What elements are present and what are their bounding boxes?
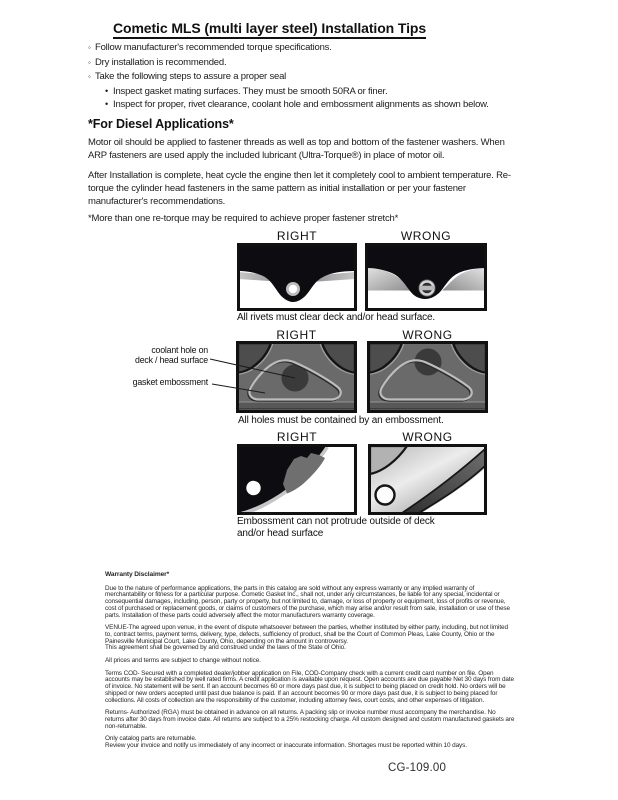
bolt-hole	[376, 486, 395, 505]
tip-text: Take the following steps to assure a proper seal	[95, 71, 287, 83]
tip-subrow	[105, 86, 489, 97]
diesel-paragraph-2: After Installation is complete, heat cycle the engine then let it completely cool to ambient temperature. Re-torque the cylinder head fasteners in the same pattern as initial installation or per your fastener manufacturer's recommendations.	[88, 170, 511, 208]
bullet-marker: ◦	[88, 72, 91, 82]
diagram-row3-right-panel	[237, 444, 357, 515]
invoice-review-line: Review your invoice and notify us immediately of any incorrect or inaccurate information. Shortages must be reported within 10 days.	[105, 742, 467, 750]
bullet-marker: ◦	[88, 43, 91, 52]
venue-paragraph: VENUE-The agreed upon venue, in the event of dispute whatsoever between the parties, whether instituted by either party, including, but not limited to, contract terms, payment terms, delivery, type, defects, sufficiency of product, shall be the Court of Common Pleas, Lake County, Ohio or the Painesville Municipal Court, Lake County, Ohio, depending on the amount in controversy.	[105, 624, 508, 645]
row3-caption: Embossment can not protrude outside of deck and/or head surface	[237, 516, 435, 539]
tip-text: Inspect for proper, rivet clearance, coolant hole and embossment alignments as shown below.	[113, 99, 489, 111]
row3-wrong-label: WRONG	[402, 430, 453, 444]
diagram-row1-right-panel	[237, 243, 357, 311]
prices-terms-line: All prices and terms are subject to change without notice.	[105, 657, 261, 665]
tip-row	[88, 57, 489, 68]
returnable-line: Only catalog parts are returnable.	[105, 735, 197, 743]
diagram-row2-wrong-panel	[367, 341, 488, 413]
bullet-marker: ◦	[88, 57, 91, 67]
row1-caption: All rivets must clear deck and/or head surface.	[237, 312, 436, 323]
row2-right-label: RIGHT	[276, 328, 317, 342]
row2-wrong-label: WRONG	[402, 328, 453, 342]
tip-text: Dry installation is recommended.	[95, 56, 227, 68]
page-code: CG-109.00	[388, 762, 447, 774]
coolant-hole-annotation: coolant hole on deck / head surface	[135, 345, 208, 365]
tip-text: Follow manufacturer's recommended torque specifications.	[95, 42, 332, 53]
diagram-row1-wrong-panel	[365, 243, 487, 311]
leader-line-coolant-hole	[210, 359, 295, 378]
diesel-paragraph-1: Motor oil should be applied to fastener threads as well as top and bottom of the fastener washers. When ARP fasteners are used apply the included lubricant (Ultra-Torque®) in place of motor oil.	[88, 137, 505, 162]
tip-text: Inspect gasket mating surfaces. They must be smooth 50RA or finer.	[113, 85, 388, 97]
bullet-marker: •	[105, 99, 108, 110]
terms-cod-paragraph: Terms COD- Secured with a completed dealer/jobber application on File, COD-Company check with a current credit card number on file. Open accounts may be established by well rated firms. A credit application is available upon request. Open accounts are due payable Net 30 days from date of invoice. No statement will be sent. If an account becomes 60 or more days past due, it is subject to being placed on credit hold. No orders will be shipped or new orders accepted until past due balance is paid. If an account becomes 90 or more days past due, it is subject to being placed for collections. All costs of collection are the responsibility of the customer, including attorney fees, court costs, and other expenses of litigation.	[105, 669, 515, 704]
deck-line-through-rivet	[420, 286, 435, 291]
tip-row	[88, 42, 489, 53]
tips-list	[88, 42, 489, 113]
row1-wrong-label: WRONG	[400, 229, 452, 243]
leader-line-embossment	[212, 384, 265, 393]
annotation-leader-lines	[118, 342, 368, 422]
returns-paragraph: Returns- Authorized (RGA) must be obtained in advance on all returns. A packing slip or invoice number must accompany the merchandise. No returns after 30 days from invoice date. All returns are subject to a 25% restocking charge. All custom designed and custom manufactured gaskets are non-returnable.	[105, 709, 515, 730]
governing-law-line: This agreement shall be governed by and construed under the laws of the State of Ohio.	[105, 644, 346, 652]
page-title: Cometic MLS (multi layer steel) Installation Tips	[113, 20, 426, 39]
warranty-heading: Warranty Disclaimer*	[105, 571, 170, 578]
gasket-embossment-annotation: gasket embossment	[132, 377, 208, 387]
warranty-paragraph: Due to the nature of performance applications, the parts in this catalog are sold without any express warranty or any implied warranty of merchantability or fitness for a particular purpose. Cometic Gasket Inc., shall not, under any circumstances, be liable for any special, incidental or consequential damages, including, person, party or property, but not limited to, damage, or loss of property or equipment, loss of profits or revenue, cost of purchased or replacement goods, or claims of customers of the purchase, which may arise and/or result from sale, installation or use of these parts. Installation of these parts could adversely affect the motor manufacturers warranty coverage.	[105, 584, 510, 619]
row2-caption: All holes must be contained by an embossment.	[238, 415, 444, 426]
row3-right-label: RIGHT	[276, 430, 318, 444]
tip-subrow	[105, 99, 489, 110]
bullet-marker: •	[105, 85, 108, 96]
diesel-heading: *For Diesel Applications*	[88, 117, 234, 131]
row1-right-label: RIGHT	[276, 229, 318, 243]
tip-row	[88, 71, 489, 82]
bolt-hole	[246, 481, 260, 495]
warranty-disclaimer-block	[105, 572, 515, 756]
retorque-note: *More than one re-torque may be required to achieve proper fastener stretch*	[88, 213, 399, 224]
diagram-row3-wrong-panel	[368, 444, 487, 515]
